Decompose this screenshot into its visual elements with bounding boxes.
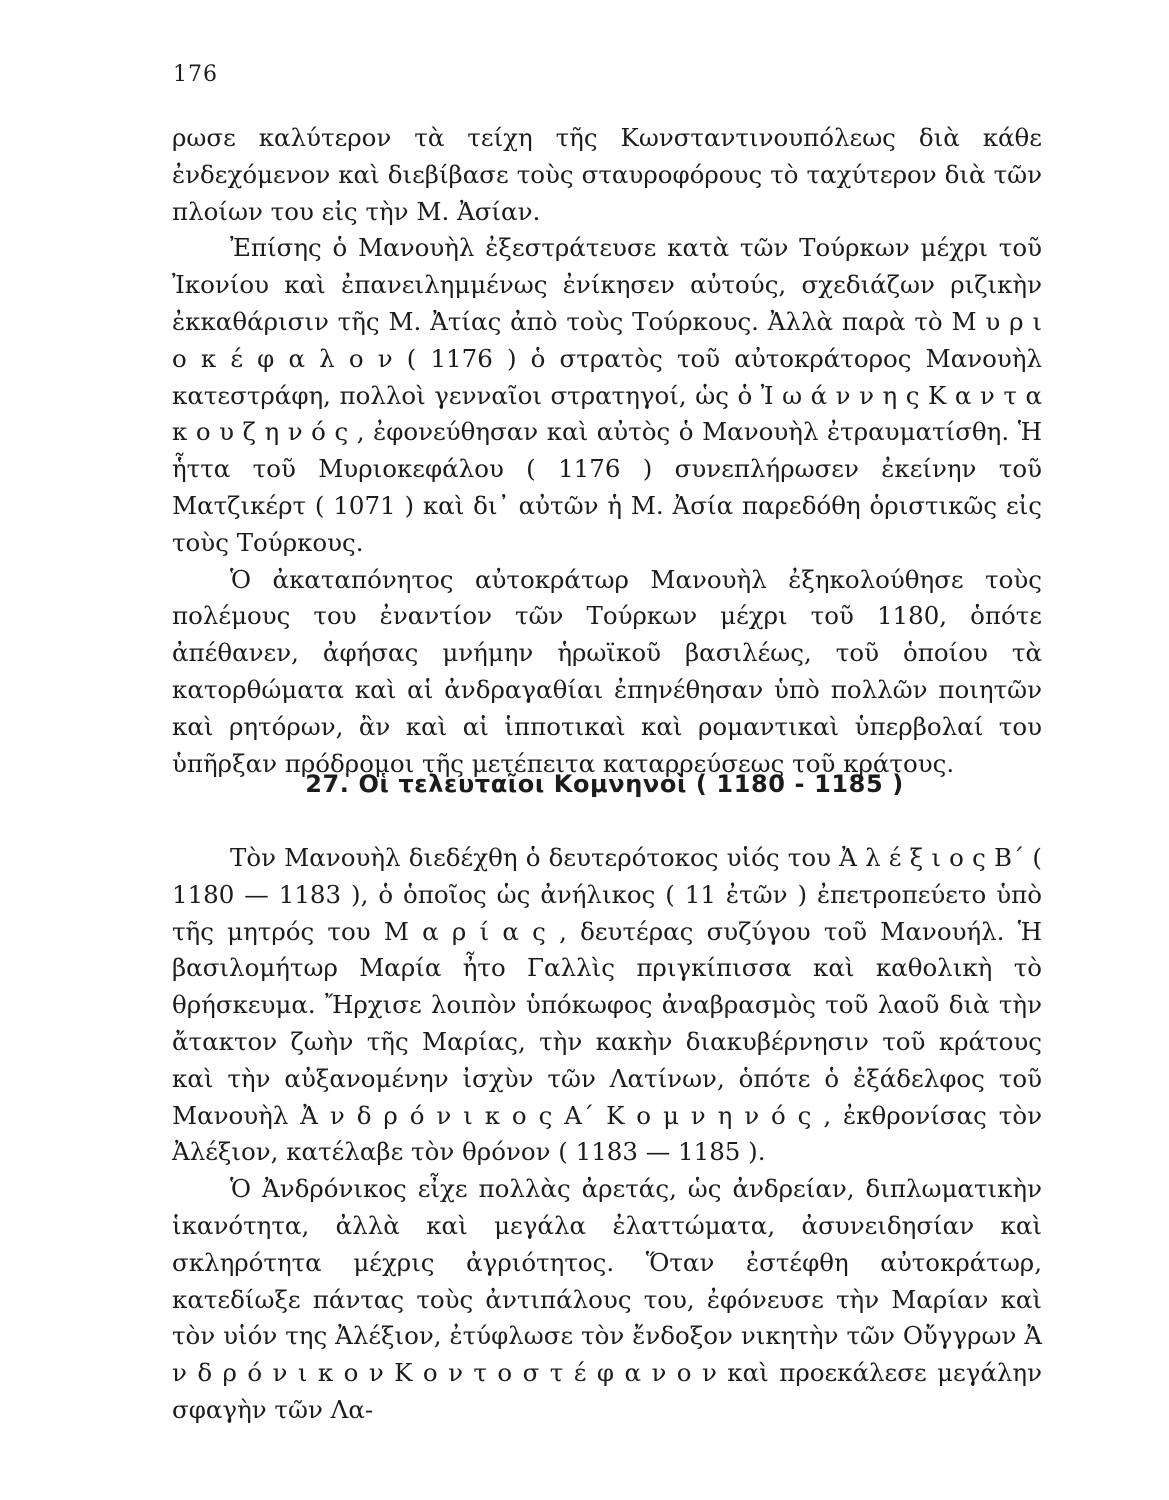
section-heading: 27. Οἱ τελευταῖοι Κομνηνοὶ ( 1180 - 1185 ) (305, 770, 904, 798)
text-block-bottom (172, 840, 1042, 1429)
paragraph-manuel-death: Ὁ ἀκαταπόνητος αὐτοκράτωρ Μανουὴλ ἐξηκολούθησε τοὺς πολέμους του ἐναντίον τῶν Τούρκων μέχρι τοῦ 1180, ὁπότε ἀπέθανεν, ἀφήσας μνήμην ἡρωϊκοῦ βασιλέως, τοῦ ὁποίου τὰ κατορθώματα καὶ αἱ ἀνδραγαθίαι ἐπηνέθησαν ὑπὸ πολλῶν ποιητῶν καὶ ρητόρων, ἂν καὶ αἱ ἱπποτικαὶ καὶ ρομαντικαὶ ὑπερβολαί του ὑπῆρξαν πρόδρομοι τῆς μετέπειτα καταρρεύσεως τοῦ κράτους. (172, 564, 1042, 778)
paragraph-andronikos: Ὁ Ἀνδρόνικος εἶχε πολλὰς ἀρετάς, ὡς ἀνδρείαν, διπλωματικὴν ἱκανότητα, ἀλλὰ καὶ μεγάλα ἐλαττώματα, ἀσυνειδησίαν καὶ σκληρότητα μέχρις ἀγριότητος. Ὅταν ἐστέφθη αὐτοκράτωρ, κατεδίωξε πάντας τοὺς ἀντιπάλους του, ἐφόνευσε τὴν Μαρίαν καὶ τὸν υἱόν της Ἀλέξιον, ἐτύφλωσε τὸν ἔνδοξον νικητὴν τῶν Οὔγγρων Ἀ ν δ ρ ό ν ι κ ο ν Κ ο ν τ ο σ τ έ φ α ν ο ν καὶ προεκάλεσε μεγάλην σφαγὴν τῶν Λα- (172, 1174, 1042, 1424)
paragraph-manuel-campaign: Ἐπίσης ὁ Μανουὴλ ἐξεστράτευσε κατὰ τῶν Τούρκων μέχρι τοῦ Ἰκονίου καὶ ἐπανειλημμένως ἐνίκησεν αὐτούς, σχεδιάζων ριζικὴν ἐκκαθάρισιν τῆς Μ. Ἀτίας ἀπὸ τοὺς Τούρκους. Ἀλλὰ παρὰ τὸ Μ υ ρ ι ο κ έ φ α λ ο ν ( 1176 ) ὁ στρατὸς τοῦ αὐτοκράτορος Μανουὴλ κατεστράφη, πολλοὶ γενναῖοι στρατηγοί, ὡς ὁ Ἰ ω ά ν ν η ς Κ α ν τ α κ ο υ ζ η ν ό ς , ἐφονεύθησαν καὶ αὐτὸς ὁ Μανουὴλ ἐτραυματίσθη. Ἡ ἧττα τοῦ Μυριοκεφάλου ( 1176 ) συνεπλήρωσεν ἐκείνην τοῦ Ματζικέρτ ( 1071 ) καὶ δι᾽ αὐτῶν ἡ Μ. Ἀσία παρεδόθη ὁριστικῶς εἰς τοὺς Τούρκους. (172, 233, 1042, 557)
paragraph-continuation: ρωσε καλύτερον τὰ τείχη τῆς Κωνσταντινουπόλεως διὰ κάθε ἐνδεχόμενον καὶ διεβίβασε τοὺς σταυροφόρους τὸ ταχύτερον διὰ τῶν πλοίων του εἰς τὴν Μ. Ἀσίαν. (172, 123, 1042, 226)
page-number: 176 (173, 62, 218, 87)
paragraph-alexios-succession: Τὸν Μανουὴλ διεδέχθη ὁ δευτερότοκος υἱός του Ἀ λ έ ξ ι ο ς Β΄ ( 1180 — 1183 ), ὁ ὁποῖος ὡς ἀνήλικος ( 11 ἐτῶν ) ἐπετροπεύετο ὑπὸ τῆς μητρός του Μ α ρ ί α ς , δευτέρας συζύγου τοῦ Μανουήλ. Ἡ βασιλομήτωρ Μαρία ἦτο Γαλλὶς πριγκίπισσα καὶ καθολικὴ τὸ θρήσκευμα. Ἤρχισε λοιπὸν ὑπόκωφος ἀναβρασμὸς τοῦ λαοῦ διὰ τὴν ἄτακτον ζωὴν τῆς Μαρίας, τὴν κακὴν διακυβέρνησιν τοῦ κράτους καὶ τὴν αὐξανομένην ἰσχὺν τῶν Λατίνων, ὁπότε ὁ ἐξάδελφος τοῦ Μανουὴλ Ἀ ν δ ρ ό ν ι κ ο ς Α΄ Κ ο μ ν η ν ό ς , ἐκθρονίσας τὸν Ἀλέξιον, κατέλαβε τὸν θρόνον ( 1183 — 1185 ). (172, 843, 1042, 1167)
text-block-top (172, 120, 1042, 782)
